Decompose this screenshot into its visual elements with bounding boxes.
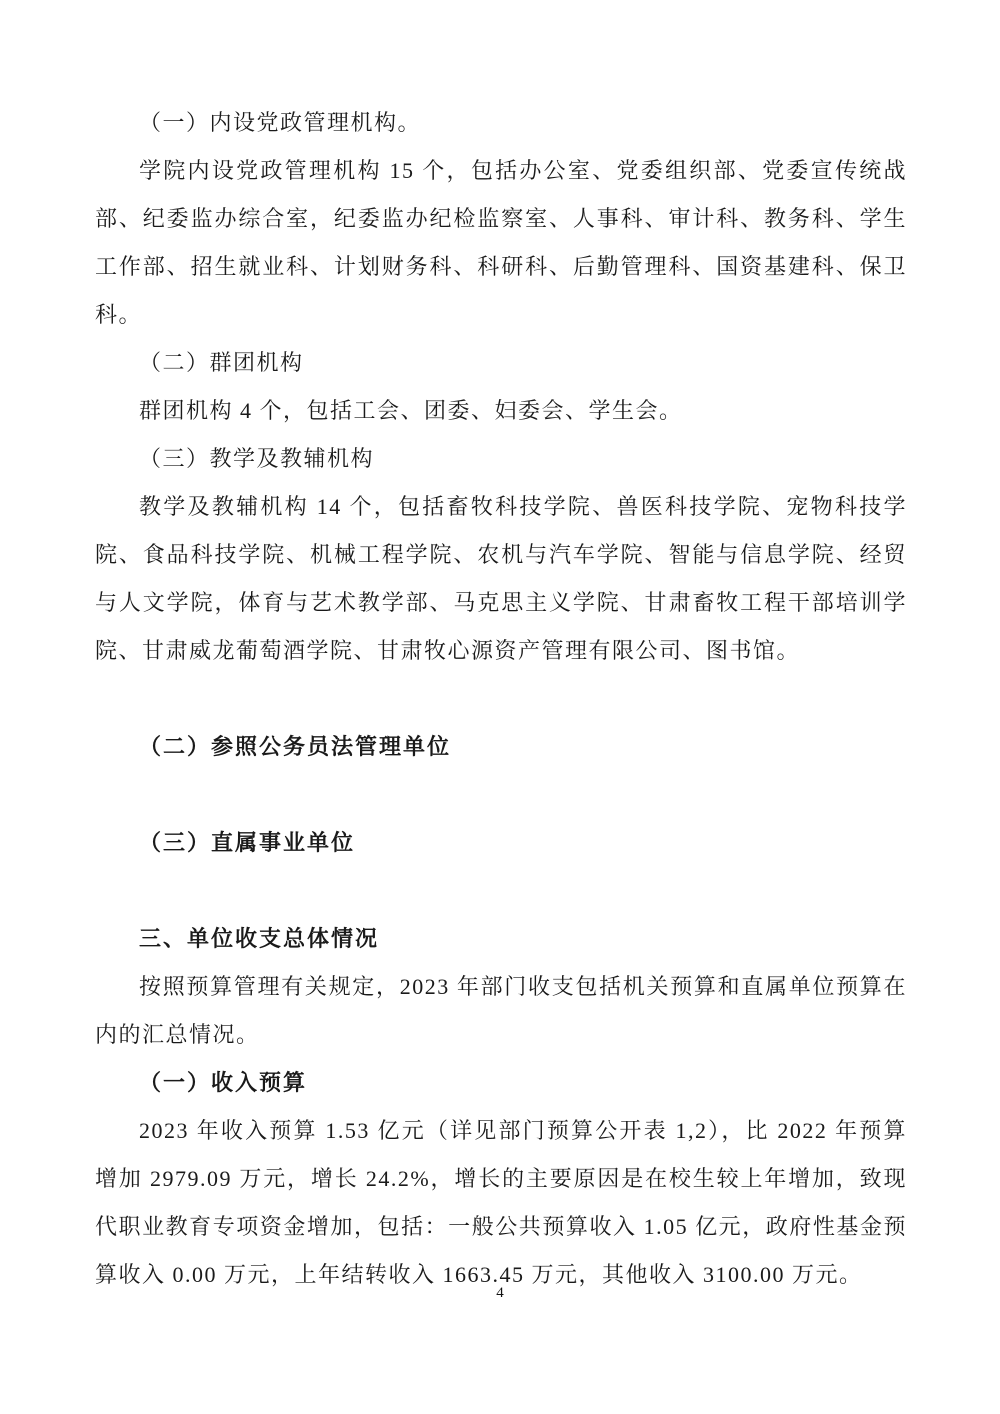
paragraph-mass-organizations-detail: 群团机构 4 个，包括工会、团委、妇委会、学生会。: [139, 398, 683, 423]
heading-mass-organizations: （二）群团机构: [139, 350, 304, 375]
paragraph-party-admin-orgs-detail: 学院内设党政管理机构 15 个，包括办公室、党委组织部、党委宣传统战部、纪委监办综合室，纪委监办纪检监察室、人事科、审计科、教务科、学生工作部、招生就业科、计划财务科、科研科、后勤管理科、国资基建科、保卫科。: [95, 158, 907, 327]
paragraph-revenue-budget-detail: 2023 年收入预算 1.53 亿元（详见部门预算公开表 1,2），比 2022 年预算增加 2979.09 万元，增长 24.2%，增长的主要原因是在校生较上年增加，致现代职业教育专项资金增加，包括：一般公共预算收入 1.05 亿元，政府性基金预算收入 0.00 万元，上年结转收入 1663.45 万元，其他收入 3100.00 万元。: [95, 1118, 907, 1287]
paragraph-budget-summary-scope: 按照预算管理有关规定，2023 年部门收支包括机关预算和直属单位预算在内的汇总情况。: [95, 974, 907, 1047]
paragraph-teaching-auxiliary-detail: 教学及教辅机构 14 个，包括畜牧科技学院、兽医科技学院、宠物科技学院、食品科技学院、机械工程学院、农机与汽车学院、智能与信息学院、经贸与人文学院，体育与艺术教学部、马克思主义学院、甘肃畜牧工程干部培训学院、甘肃威龙葡萄酒学院、甘肃牧心源资产管理有限公司、图书馆。: [95, 494, 907, 663]
heading-directly-affiliated-units: （三）直属事业单位: [139, 830, 356, 855]
heading-internal-party-admin-orgs: （一）内设党政管理机构。: [139, 110, 422, 135]
heading-teaching-auxiliary-orgs: （三）教学及教辅机构: [139, 446, 375, 471]
heading-civil-servant-law-units: （二）参照公务员法管理单位: [139, 734, 452, 759]
page-number: 4: [496, 1285, 504, 1301]
document-body: [95, 99, 907, 1299]
heading-overall-revenue-expenditure: 三、单位收支总体情况: [139, 926, 380, 951]
heading-revenue-budget: （一）收入预算: [139, 1070, 308, 1095]
